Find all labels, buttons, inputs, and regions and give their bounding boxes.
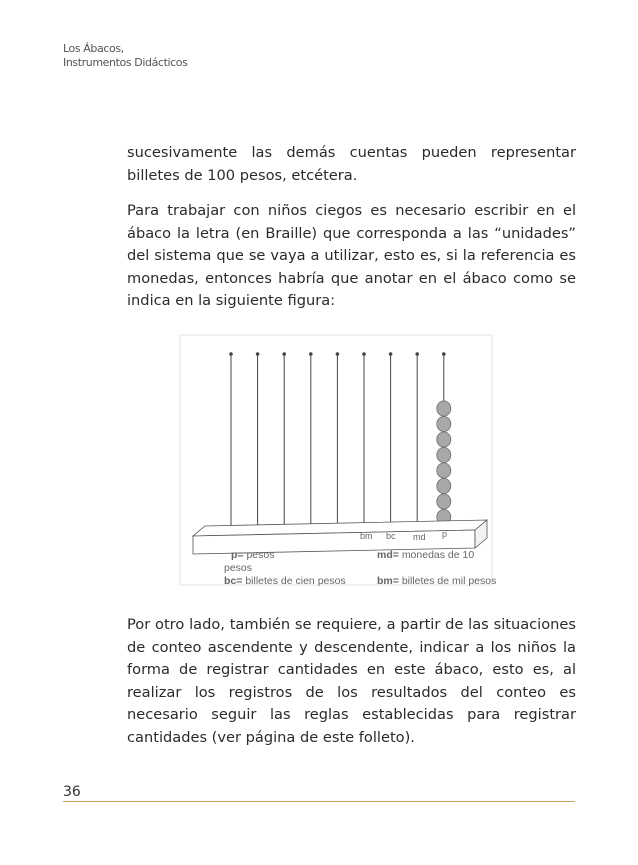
abacus-bead	[437, 401, 451, 416]
legend-md-value: monedas de 10	[401, 549, 475, 561]
rod-label-md: md	[413, 532, 426, 542]
abacus-bead	[437, 494, 451, 509]
rod-tip	[256, 352, 260, 356]
abacus-rods	[229, 352, 445, 526]
rod-label-bm: bm	[360, 531, 373, 541]
running-header	[63, 42, 187, 70]
legend-bm-value: billetes de mil pesos	[401, 575, 497, 587]
rod-tip	[229, 352, 233, 356]
legend-bm-key: bm=	[377, 575, 399, 587]
rod-tip	[442, 352, 446, 356]
rod-label-p: p	[442, 529, 448, 539]
abacus-bead	[437, 432, 451, 447]
legend-p	[231, 549, 275, 562]
paragraph-1: sucesivamente las demás cuentas pueden representar billetes de 100 pesos, etcétera.	[127, 144, 576, 184]
legend-p-value: pesos	[246, 549, 275, 561]
abacus-bead	[437, 416, 451, 431]
header-line-2: Instrumentos Didácticos	[63, 56, 188, 69]
abacus-bead	[437, 463, 451, 478]
rod-tip	[389, 352, 393, 356]
abacus-beads	[437, 401, 451, 525]
paragraph-3: Por otro lado, también se requiere, a partir de las situaciones de conteo ascendente y descendente, indicar a los niños la forma de registrar cantidades en este ábaco, esto es, al realizar los registros de los resultados del conteo es necesario seguir las reglas establecidas para registrar cantidades (ver página de este folleto).	[127, 616, 576, 746]
paragraph-2: Para trabajar con niños ciegos es necesario escribir en el ábaco la letra (en Braille) que corresponda a las “unidades” del sistema que se vaya a utilizar, esto es, si la referencia es monedas, entonces habría que anotar en el ábaco como se indica en la siguiente figura:	[127, 202, 576, 310]
legend-md	[377, 549, 474, 562]
legend-bc	[224, 575, 346, 588]
rod-tip	[362, 352, 366, 356]
rod-tip	[282, 352, 286, 356]
abacus-bead	[437, 447, 451, 462]
legend-md-key: md=	[377, 549, 399, 561]
page-number: 36	[63, 784, 81, 800]
abacus-figure	[175, 330, 497, 590]
header-line-1: Los Ábacos,	[63, 42, 124, 55]
legend-bc-value: billetes de cien pesos	[245, 575, 346, 587]
rod-label-bc: bc	[386, 531, 396, 541]
rod-tip	[336, 352, 340, 356]
footer-rule	[63, 801, 575, 802]
legend-bm	[377, 575, 496, 588]
legend-bc-key: bc=	[224, 575, 243, 587]
abacus-bead	[437, 478, 451, 493]
rod-tip	[415, 352, 419, 356]
legend-p-key: p=	[231, 549, 244, 561]
rod-tip	[309, 352, 313, 356]
legend-md-wrap: pesos	[224, 562, 253, 574]
